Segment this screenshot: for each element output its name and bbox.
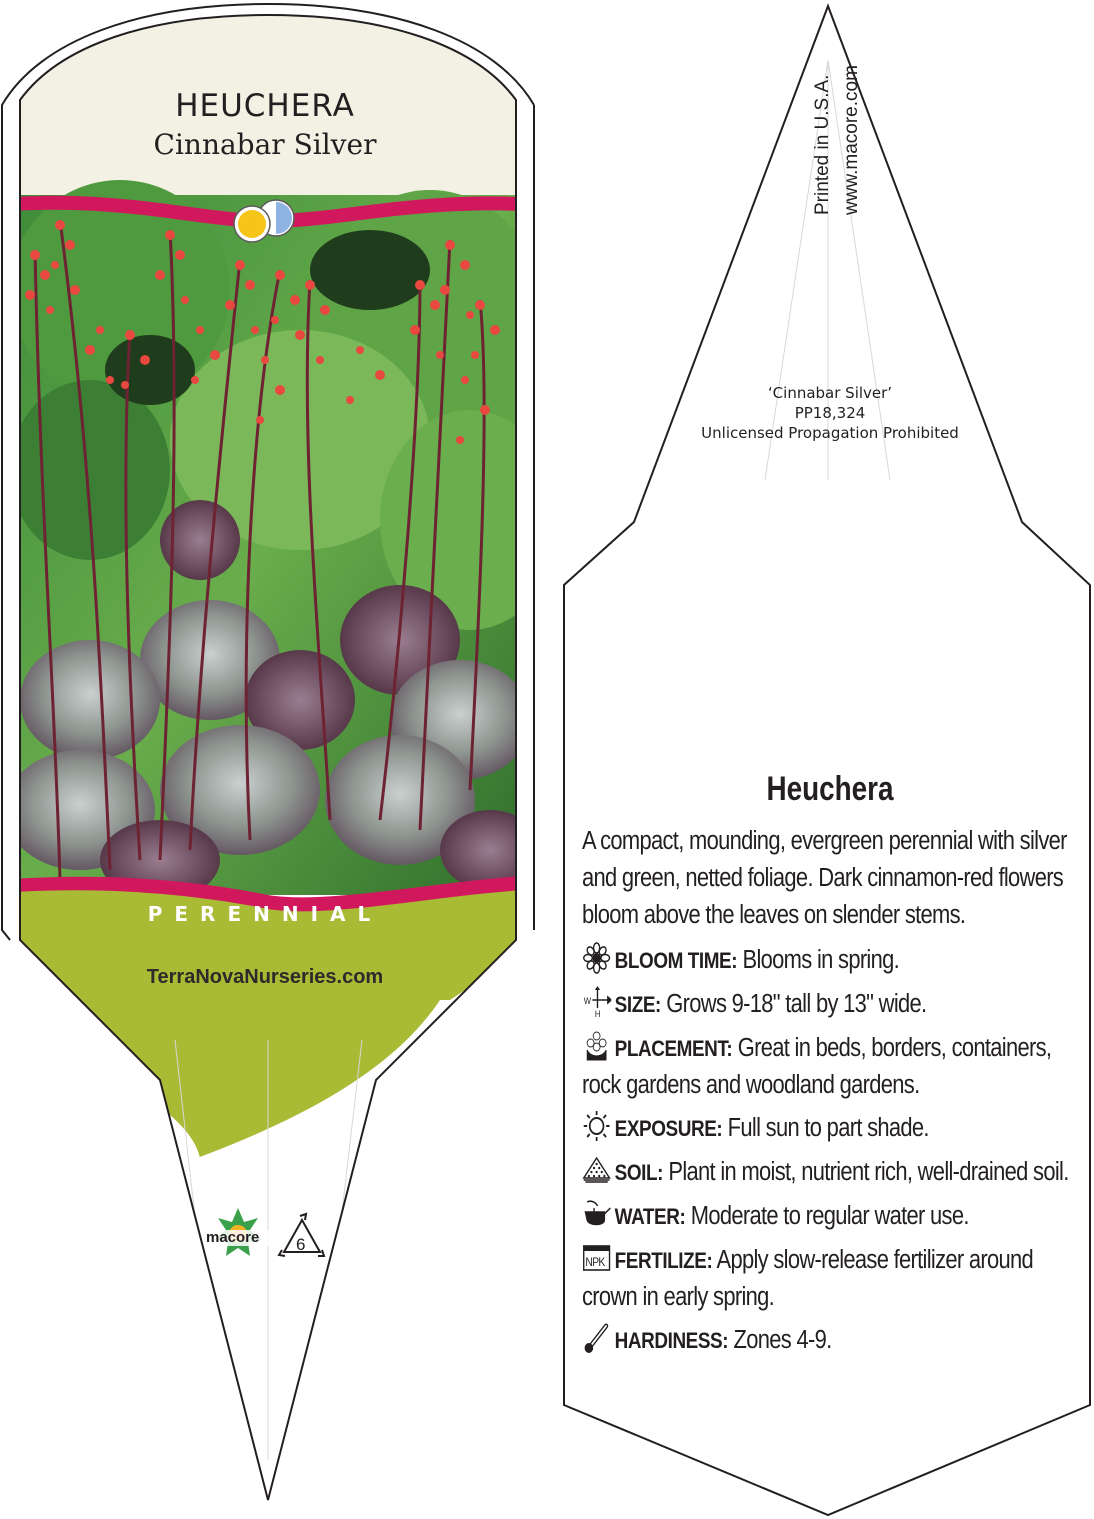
attr-size bbox=[582, 986, 1072, 1023]
size-icon-h: H bbox=[594, 1008, 600, 1018]
attr-label: PLACEMENT: bbox=[614, 1036, 733, 1061]
attr-label: BLOOM TIME: bbox=[614, 948, 738, 973]
plant-description: A compact, mounding, evergreen perennial with silver and green, netted foliage. Dark cinnamon-red flowers bloom above the leaves on slender stems. bbox=[582, 827, 1067, 929]
attr-water bbox=[582, 1198, 1072, 1235]
attr-label: HARDINESS: bbox=[614, 1328, 729, 1353]
size-icon bbox=[582, 986, 611, 1018]
npk-icon-text: NPK bbox=[585, 1256, 605, 1270]
attr-text: Moderate to regular water use. bbox=[690, 1202, 969, 1230]
attr-fertilize bbox=[582, 1242, 1072, 1315]
attr-label: SIZE: bbox=[614, 992, 661, 1017]
attr-soil bbox=[582, 1154, 1072, 1191]
attr-placement bbox=[582, 1030, 1072, 1103]
back-title: Heuchera bbox=[766, 770, 894, 808]
recycle-code: 6 bbox=[296, 1235, 306, 1254]
placement-icon bbox=[582, 1030, 611, 1062]
sun-icon bbox=[582, 1110, 611, 1142]
patent-number: PP18,324 bbox=[794, 404, 866, 422]
size-icon-w: W bbox=[583, 995, 591, 1007]
front-genus-title: HEUCHERA bbox=[175, 88, 355, 124]
attr-text: Grows 9-18" tall by 13" wide. bbox=[666, 990, 927, 1018]
macore-brand-text: macore bbox=[206, 1229, 260, 1246]
attr-label: EXPOSURE: bbox=[614, 1116, 723, 1141]
patent-notice: Unlicensed Propagation Prohibited bbox=[701, 424, 959, 442]
attr-text: Blooms in spring. bbox=[742, 946, 900, 974]
front-variety-name: Cinnabar Silver bbox=[153, 128, 377, 161]
front-tag bbox=[0, 0, 540, 1519]
attr-text: Great in beds, borders, containers, rock gardens and woodland gardens. bbox=[582, 1034, 1052, 1099]
patent-info bbox=[640, 383, 1020, 443]
attr-bloom-time bbox=[582, 942, 1072, 979]
print-info bbox=[808, 65, 866, 215]
attr-label: SOIL: bbox=[614, 1160, 663, 1185]
printed-in-text: Printed in U.S.A. bbox=[812, 74, 833, 215]
thermometer-icon bbox=[582, 1322, 611, 1354]
attr-label: WATER: bbox=[614, 1204, 686, 1229]
nursery-website: TerraNovaNurseries.com bbox=[146, 966, 384, 988]
soil-icon bbox=[582, 1154, 611, 1186]
care-info bbox=[582, 823, 1082, 1366]
attr-text: Plant in moist, nutrient rich, well-drained soil. bbox=[668, 1158, 1069, 1186]
npk-icon bbox=[582, 1242, 611, 1274]
attr-text: Full sun to part shade. bbox=[727, 1114, 929, 1142]
plant-photo bbox=[5, 180, 540, 900]
flower-icon bbox=[582, 942, 611, 974]
watering-can-icon bbox=[582, 1198, 611, 1230]
attr-label: FERTILIZE: bbox=[614, 1248, 713, 1273]
attr-text: Zones 4-9. bbox=[733, 1326, 832, 1354]
macore-website: www.macore.com bbox=[841, 65, 862, 215]
patent-cultivar-name: ‘Cinnabar Silver’ bbox=[767, 384, 893, 402]
attr-text: Apply slow-release fertilizer around crown in early spring. bbox=[582, 1246, 1034, 1311]
attr-exposure bbox=[582, 1110, 1072, 1147]
attr-hardiness bbox=[582, 1322, 1072, 1359]
category-label: PERENNIAL bbox=[147, 902, 383, 926]
